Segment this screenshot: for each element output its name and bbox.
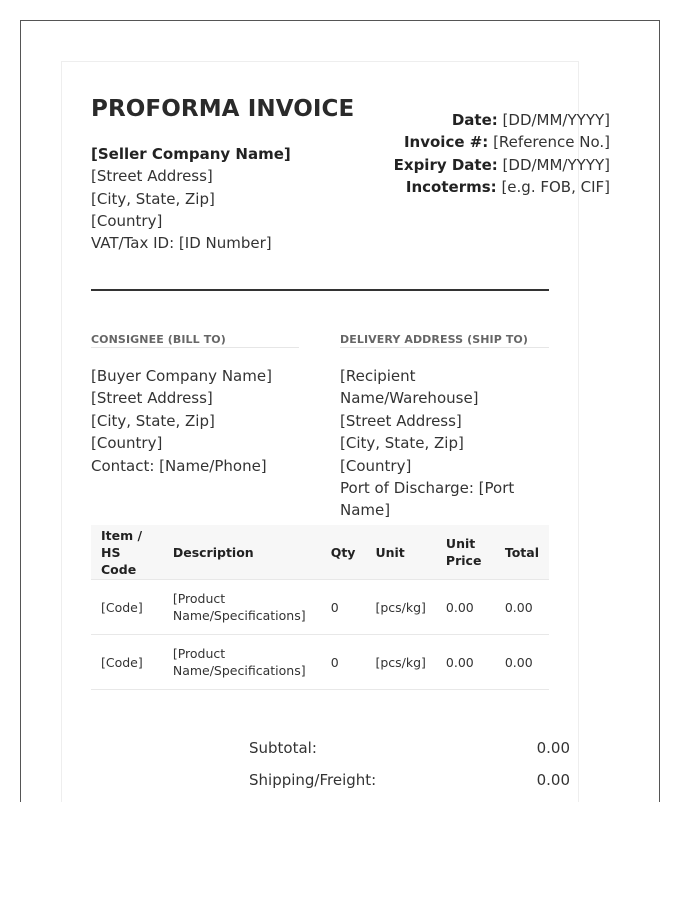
table-row: [Code] [Product Name/Specifications] 0 [pcs/kg] 0.00 0.00 bbox=[91, 580, 549, 635]
delivery-heading: DELIVERY ADDRESS (SHIP TO) bbox=[340, 333, 528, 346]
invoice-title: PROFORMA INVOICE bbox=[91, 96, 355, 122]
header-total: Total bbox=[495, 525, 549, 580]
meta-date: Date: [DD/MM/YYYY] bbox=[451, 111, 610, 129]
meta-incoterms: Incoterms: [e.g. FOB, CIF] bbox=[405, 177, 610, 196]
delivery-address: [Recipient Name/Warehouse] [Street Address] [City, State, Zip] [Country] Port of Discharge: [Port Name] bbox=[340, 367, 515, 520]
header-unit: Unit bbox=[365, 525, 435, 580]
header-qty: Qty bbox=[321, 525, 366, 580]
table-header-row bbox=[91, 525, 549, 580]
invoice-meta bbox=[394, 109, 610, 198]
seller-country: [Country] bbox=[91, 211, 163, 230]
subtotal-value: 0.00 bbox=[536, 739, 570, 757]
consignee-heading: CONSIGNEE (BILL TO) bbox=[91, 333, 226, 346]
header-unit-price: Unit Price bbox=[436, 525, 495, 580]
consignee-rule bbox=[91, 347, 299, 348]
header-item-hs-code: Item / HS Code bbox=[91, 525, 163, 580]
header-divider bbox=[91, 289, 549, 291]
delivery-rule bbox=[340, 347, 549, 348]
seller-city: [City, State, Zip] bbox=[91, 189, 215, 208]
line-items-table bbox=[91, 525, 549, 690]
seller-vat: VAT/Tax ID: [ID Number] bbox=[91, 234, 272, 253]
consignee-address: [Buyer Company Name] [Street Address] [City, State, Zip] [Country] Contact: [Name/Phone] bbox=[91, 367, 272, 475]
subtotal-label: Subtotal: bbox=[249, 739, 317, 757]
page-cut-off-area bbox=[0, 802, 700, 900]
header-description: Description bbox=[163, 525, 321, 580]
shipping-label: Shipping/Freight: bbox=[249, 771, 377, 789]
table-row: [Code] [Product Name/Specifications] 0 [pcs/kg] 0.00 0.00 bbox=[91, 635, 549, 690]
seller-street: [Street Address] bbox=[91, 167, 213, 186]
seller-block bbox=[91, 143, 291, 254]
seller-company-name: [Seller Company Name] bbox=[91, 145, 291, 163]
shipping-value: 0.00 bbox=[536, 771, 570, 789]
meta-expiry-date: Expiry Date: [DD/MM/YYYY] bbox=[393, 155, 610, 174]
meta-invoice-number: Invoice #: [Reference No.] bbox=[403, 133, 610, 152]
